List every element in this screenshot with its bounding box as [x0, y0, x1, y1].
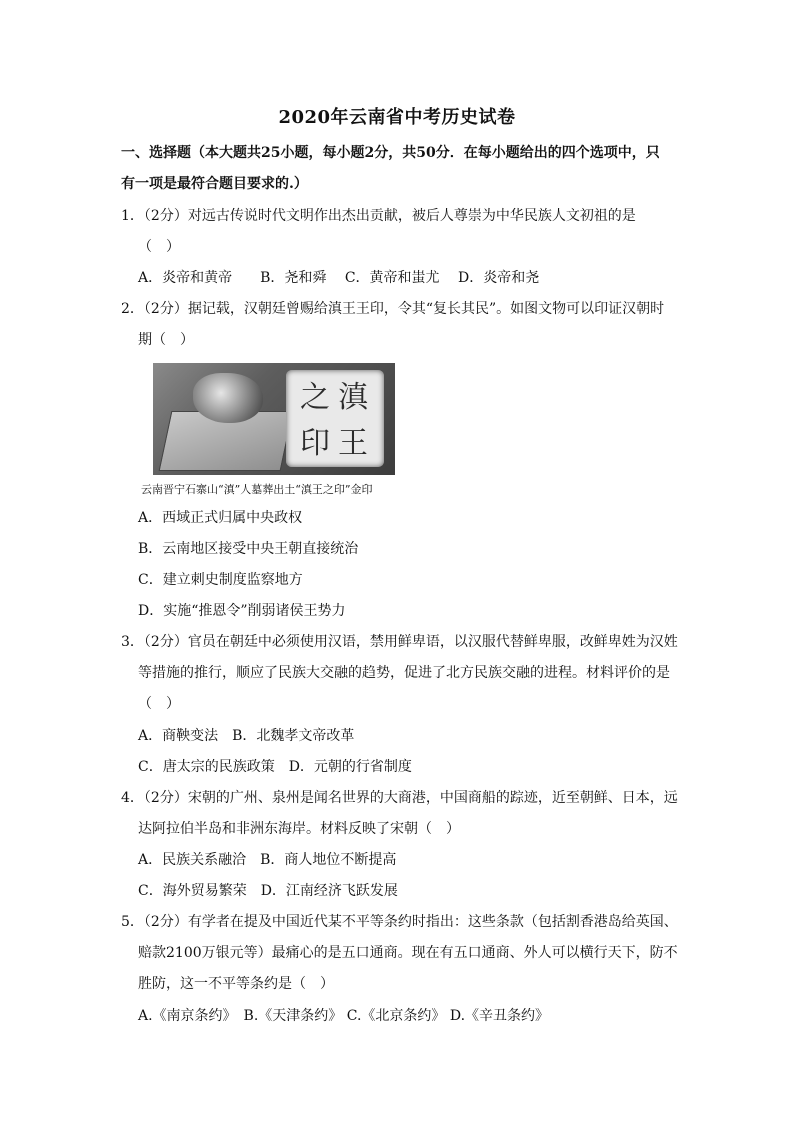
page-title: 2020年云南省中考历史试卷: [278, 107, 516, 128]
question-5-text: 5．（2分）有学者在提及中国近代某不平等条约时指出：这些条款（包括割香港岛给英国、: [121, 914, 678, 930]
seal-photo: [153, 363, 395, 475]
question-1-blank: （ ）: [138, 239, 180, 255]
seal-char-4: 印: [300, 426, 330, 461]
section-heading-line-1: 一、选择题（本大题共25小题，每小题2分，共50分．在每小题给出的四个选项中，只: [121, 145, 660, 161]
figure-caption: 云南晋宁石寨山“滇”人墓葬出土“滇王之印”金印: [141, 483, 373, 496]
seal-char-3: 之: [300, 380, 330, 415]
question-5-options: A.《南京条约》 B.《天津条约》 C.《北京条约》 D.《辛丑条约》: [138, 1008, 550, 1024]
question-3-blank: （ ）: [138, 696, 180, 712]
question-5-text-cont: 赔款2100万银元等）最痛心的是五口通商。现在有五口通商、外人可以横行天下，防不: [138, 945, 678, 961]
question-1-text: 1．（2分）对远古传说时代文明作出杰出贡献，被后人尊崇为中华民族人文初祖的是: [121, 208, 636, 224]
section-heading-line-2: 有一项是最符合题目要求的.）: [121, 176, 308, 192]
question-4-text: 4．（2分）宋朝的广州、泉州是闻名世界的大商港，中国商船的踪迹，近至朝鲜、日本，远: [121, 790, 678, 806]
section-heading: [121, 138, 681, 200]
question-2-option-b: B．云南地区接受中央王朝直接统治: [138, 541, 359, 557]
question-2-option-c: C．建立刺史制度监察地方: [138, 572, 303, 588]
question-2-option-d: D．实施“推恩令”削弱诸侯王势力: [138, 603, 346, 619]
seal-char-2: 王: [338, 426, 368, 461]
question-3-text: 3．（2分）官员在朝廷中必须使用汉语，禁用鲜卑语，以汉服代替鲜卑服，改鲜卑姓为汉姓: [121, 634, 678, 650]
question-4-text-cont: 达阿拉伯半岛和非洲东海岸。材料反映了宋朝（ ）: [138, 821, 460, 837]
question-2-option-a: A．西域正式归属中央政权: [138, 510, 303, 526]
question-2-text: 2．（2分）据记载，汉朝廷曾赐给滇王王印，令其“复长其民”。如图文物可以印证汉朝时: [121, 301, 665, 317]
question-3-options-ab: A．商鞅变法 B．北魏孝文帝改革: [138, 728, 355, 744]
question-4-options-ab: A．民族关系融洽 B．商人地位不断提高: [138, 852, 397, 868]
seal-imprint: [286, 370, 384, 467]
seal-char-1: 滇: [338, 380, 368, 415]
question-3-text-cont: 等措施的推行，顺应了民族大交融的趋势，促进了北方民族交融的进程。材料评价的是: [138, 665, 670, 681]
question-1-options: A．炎帝和黄帝 B．尧和舜 C．黄帝和蚩尤 D．炎帝和尧: [138, 270, 540, 286]
question-3-options-cd: C．唐太宗的民族政策 D．元朝的行省制度: [138, 759, 412, 775]
question-2-text-cont: 期（ ）: [138, 332, 194, 348]
question-4-options-cd: C．海外贸易繁荣 D．江南经济飞跃发展: [138, 883, 398, 899]
question-5-text-cont-2: 胜防，这一不平等条约是（ ）: [138, 976, 334, 992]
seal-knob: [193, 373, 263, 423]
